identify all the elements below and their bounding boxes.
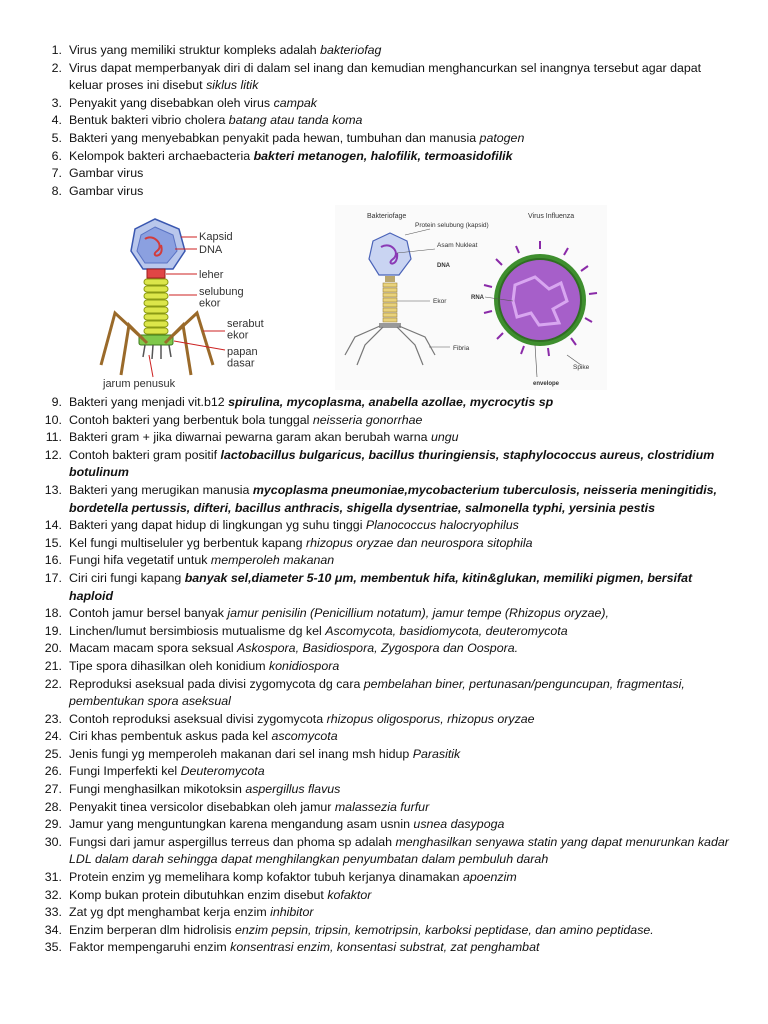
question-answer: batang atau tanda koma (228, 113, 363, 128)
question-number: 15. (44, 535, 62, 550)
question-answer: ungu (430, 430, 459, 445)
bacteriophage-drawing (95, 205, 290, 390)
label-bakteriofage: Bakteriofage (367, 213, 407, 220)
virus-comparison-diagram (335, 205, 607, 390)
phage-tail-rings (383, 283, 397, 322)
question-number: 17. (44, 570, 62, 585)
question-number: 10. (44, 412, 62, 427)
question-item (30, 95, 730, 113)
question-item (30, 676, 730, 711)
question-answer: neisseria gonorrhae (312, 412, 423, 427)
question-item (30, 394, 730, 412)
question-item (30, 746, 730, 764)
question-answer: menghasilkan senyawa statin yang dapat menurunkan kadar LDL dalam darah sehingga dapat menghilangkan penyumbatan dalam pembuluh darah (69, 834, 729, 867)
question-text: Contoh reproduksi aseksual divisi zygomycota (69, 711, 327, 726)
question-text: Zat yg dpt menghambat kerja enzim (69, 905, 271, 920)
question-number: 26. (44, 764, 62, 779)
question-text: Fungi menghasilkan mikotoksin (69, 782, 246, 797)
question-number: 31. (44, 870, 62, 885)
question-text: Fungi Imperfekti kel (69, 764, 181, 779)
question-number: 3. (51, 95, 62, 110)
question-number: 29. (44, 817, 62, 832)
phage-fibers (345, 326, 435, 365)
question-number: 6. (51, 148, 62, 163)
question-number: 16. (44, 553, 62, 568)
question-answer: jamur penisilin (Penicillium notatum), jamur tempe (Rhizopus oryzae), (227, 606, 609, 621)
question-answer: Askospora, Basidiospora, Zygospora dan Oospora. (237, 641, 519, 656)
label-dna-right: DNA (437, 263, 450, 269)
question-text: Fungsi dari jamur aspergillus terreus dan phoma sp adalah (69, 834, 396, 849)
question-text: Penyakit tinea versicolor disebabkan oleh jamur (69, 799, 335, 814)
label-rna: RNA (471, 295, 484, 301)
question-item (30, 799, 730, 817)
question-number: 21. (44, 658, 62, 673)
question-item (30, 165, 730, 183)
question-item (30, 623, 730, 641)
virus-figures (95, 205, 610, 390)
label-leher: leher (199, 269, 224, 281)
question-number: 19. (44, 623, 62, 638)
label-serabut-ekor: serabut ekor (227, 318, 264, 342)
question-answer: banyak sel,diameter 5-10 μm, membentuk hifa, kitin&glukan, memiliki pigmen, bersifat haploid (69, 570, 693, 603)
tail-sheath-rings (144, 279, 168, 334)
question-text: Fungi hifa vegetatif untuk (69, 553, 211, 568)
question-item (30, 183, 730, 201)
neck-shape (147, 269, 165, 278)
question-item (30, 429, 730, 447)
question-number: 5. (51, 130, 62, 145)
question-number: 9. (51, 395, 62, 409)
question-item (30, 112, 730, 130)
label-fibria: Fibria (453, 345, 470, 352)
question-number: 14. (44, 518, 62, 533)
question-answer: ascomycota (271, 729, 338, 744)
question-item (30, 658, 730, 676)
question-text: Penyakit yang disebabkan oleh virus (69, 95, 274, 110)
question-list-bottom (30, 394, 730, 957)
question-item (30, 148, 730, 166)
question-text: Faktor mempengaruhi enzim (69, 940, 231, 955)
question-item (30, 728, 730, 746)
question-item (30, 781, 730, 799)
question-answer: Parasitik (412, 746, 461, 761)
question-number: 35. (44, 940, 62, 955)
virus-comparison-drawing (335, 205, 607, 390)
question-answer: campak (273, 95, 317, 110)
question-number: 12. (44, 447, 62, 462)
question-number: 30. (44, 834, 62, 849)
question-answer: memperoleh makanan (210, 553, 335, 568)
question-item (30, 887, 730, 905)
question-item (30, 130, 730, 148)
question-item (30, 640, 730, 658)
question-answer: kofaktor (327, 887, 372, 902)
question-text: Protein enzim yg memelihara komp kofaktor tubuh kerjanya dinamakan (69, 870, 463, 885)
question-answer: Deuteromycota (180, 764, 265, 779)
question-answer: patogen (479, 130, 525, 145)
question-number: 20. (44, 641, 62, 656)
question-number: 22. (44, 676, 62, 691)
question-text: Contoh bakteri gram positif (69, 447, 221, 462)
label-dna: DNA (199, 244, 223, 256)
question-text: Gambar virus (69, 166, 144, 181)
question-text: Ciri khas pembentuk askus pada kel (69, 729, 272, 744)
question-text: Komp bukan protein dibutuhkan enzim disebut (69, 887, 328, 902)
question-answer: bakteriofag (320, 43, 382, 57)
question-text: Macam macam spora seksual (69, 641, 238, 656)
question-item (30, 552, 730, 570)
question-answer: inhibitor (270, 905, 314, 920)
question-answer: mycoplasma pneumoniae,mycobacterium tuberculosis, neisseria meningitidis, bordetella pertussis, difteri, bacillus anthracis, shigella dysentriae, salmonella typhi, yersinia pestis (69, 482, 717, 515)
question-number: 11. (45, 430, 62, 445)
question-answer: rhizopus oligosporus, rhizopus oryzae (326, 711, 535, 726)
question-item (30, 834, 730, 869)
question-text: Contoh bakteri yang berbentuk bola tunggal (69, 412, 313, 427)
question-text: Bakteri yang dapat hidup di lingkungan yg suhu tinggi (69, 518, 366, 533)
question-text: Bakteri yang merugikan manusia (69, 482, 253, 497)
question-answer: usnea dasypoga (413, 817, 505, 832)
question-answer: Planococcus halocryophilus (365, 518, 519, 533)
question-item (30, 42, 730, 60)
bacteriophage-illustration (95, 205, 290, 390)
question-text: Bakteri yang menjadi vit.b12 (69, 395, 229, 409)
question-item (30, 60, 730, 95)
question-text: Tipe spora dihasilkan oleh konidium (69, 658, 269, 673)
label-protein-selubung: Protein selubung (kapsid) (415, 222, 489, 229)
question-text: Jenis fungi yg memperoleh makanan dari sel inang msh hidup (69, 746, 413, 761)
label-ekor: Ekor (433, 298, 447, 305)
question-answer: lactobacillus bulgaricus, bacillus thuringiensis, staphylococcus aureus, clostridium botulinum (69, 447, 715, 480)
question-text: Linchen/lumut bersimbiosis mutualisme dg kel (69, 623, 326, 638)
question-item (30, 412, 730, 430)
question-number: 18. (44, 606, 62, 621)
label-jarum-penusuk: jarum penusuk (103, 378, 176, 390)
question-text: Bakteri gram + jika diwarnai pewarna garam akan berubah warna (69, 430, 431, 445)
question-answer: malassezia furfur (334, 799, 430, 814)
question-text: Ciri ciri fungi kapang (69, 570, 185, 585)
question-text: Reproduksi aseksual pada divisi zygomycota dg cara (69, 676, 364, 691)
question-answer: siklus litik (206, 78, 259, 93)
question-number: 8. (51, 183, 62, 198)
question-answer: konidiospora (268, 658, 340, 673)
question-text: Gambar virus (69, 183, 144, 198)
question-number: 2. (51, 60, 62, 75)
question-number: 7. (51, 166, 62, 181)
question-answer: Ascomycota, basidiomycota, deuteromycota (325, 623, 568, 638)
question-number: 23. (44, 711, 62, 726)
question-number: 4. (51, 113, 62, 128)
question-item (30, 922, 730, 940)
question-text: Enzim berperan dlm hidrolisis (69, 922, 235, 937)
question-item (30, 605, 730, 623)
question-item (30, 904, 730, 922)
question-item (30, 517, 730, 535)
question-answer: bakteri metanogen, halofilik, termoasidofilik (253, 148, 513, 163)
question-list-top (30, 42, 730, 200)
question-text: Jamur yang menguntungkan karena mengandung asam usnin (69, 817, 414, 832)
question-item (30, 535, 730, 553)
question-number: 28. (44, 799, 62, 814)
influenza-core (499, 259, 581, 341)
tail-pins (143, 345, 171, 359)
label-virus-influenza: Virus Influenza (528, 213, 575, 220)
question-text: Contoh jamur bersel banyak (69, 606, 228, 621)
question-answer: aspergillus flavus (245, 782, 341, 797)
question-number: 34. (44, 922, 62, 937)
question-item (30, 482, 730, 517)
label-asam-nukleat: Asam Nukleat (437, 242, 478, 249)
question-item (30, 447, 730, 482)
label-papan-dasar: papan dasar (227, 346, 258, 370)
question-text: Bakteri yang menyebabkan penyakit pada hewan, tumbuhan dan manusia (69, 130, 480, 145)
question-item (30, 711, 730, 729)
question-text: Virus dapat memperbanyak diri di dalam sel inang dan kemudian menghancurkan sel inangnya tersebut agar dapat keluar proses ini disebut (69, 60, 702, 93)
question-text: Kel fungi multiseluler yg berbentuk kapang (69, 535, 306, 550)
question-item (30, 939, 730, 957)
question-answer: pembelahan biner, pertunasan/penguncupan, fragmentasi, pembentukan spora aseksual (69, 676, 685, 709)
question-item (30, 816, 730, 834)
question-answer: rhizopus oryzae dan neurospora sitophila (305, 535, 533, 550)
label-spike: Spike (573, 364, 590, 371)
question-answer: konsentrasi enzim, konsentasi substrat, zat penghambat (230, 940, 540, 955)
phage-neck (385, 276, 395, 282)
question-number: 27. (44, 782, 62, 797)
question-number: 33. (44, 905, 62, 920)
question-text: Virus yang memiliki struktur kompleks adalah (69, 43, 321, 57)
question-item (30, 869, 730, 887)
label-selubung-ekor: selubung ekor (199, 286, 244, 310)
question-number: 25. (44, 746, 62, 761)
question-answer: spirulina, mycoplasma, anabella azollae, mycrocytis sp (228, 395, 554, 409)
question-answer: apoenzim (462, 870, 517, 885)
label-kapsid: Kapsid (199, 231, 233, 243)
question-number: 1. (51, 43, 62, 57)
label-envelope: envelope (533, 381, 560, 387)
question-text: Kelompok bakteri archaebacteria (69, 148, 254, 163)
question-item (30, 570, 730, 605)
question-number: 32. (44, 887, 62, 902)
question-item (30, 763, 730, 781)
question-answer: enzim pepsin, tripsin, kemotripsin, karboksi peptidase, dan amino peptidase. (234, 922, 654, 937)
question-number: 24. (44, 729, 62, 744)
phage-capsid (369, 233, 411, 275)
question-text: Bentuk bakteri vibrio cholera (69, 113, 229, 128)
question-number: 13. (44, 482, 62, 497)
